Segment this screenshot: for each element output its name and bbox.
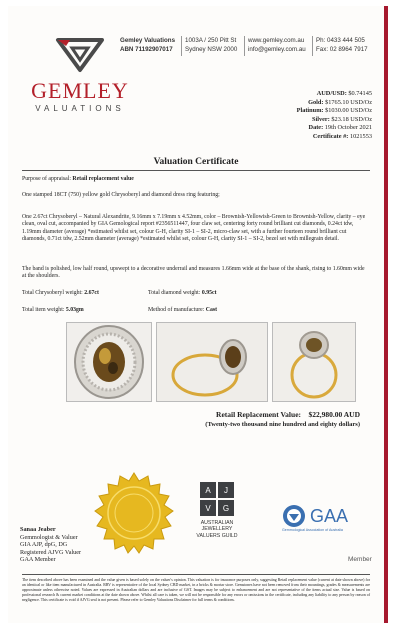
header-divider [312,36,313,56]
band-description: The band is polished, low half round, upswept to a decorative underrail and measures 1.66mm wide at the base of the shank, rising to 1.60mm wide at the shoulders. [22,266,365,280]
gaa-emblem-icon [282,504,306,528]
divider [22,170,370,171]
gem-icon [52,34,108,74]
ring-photos [22,322,374,400]
rate-row: Silver: $23.18 USD/Oz [311,115,372,123]
valuer-signature-block [20,526,81,564]
brand-name: GEMLEY [31,78,129,103]
rate-row: AUD/USD: $0.74145 [316,90,372,97]
address-line-1: 1003A / 250 Pitt St [185,37,237,44]
rate-row: Gold: $1765.10 USD/Oz [308,98,372,106]
phone-number: Ph: 0433 444 505 [316,37,365,44]
certificate-page [8,6,388,623]
header-company [120,36,175,54]
header-web [248,36,306,54]
brand-tagline: VALUATIONS [35,104,125,113]
header-address [185,36,237,54]
rate-row: Certificate #: 1021553 [312,132,372,140]
rate-row: Date: 19th October 2021 [308,124,372,132]
header-divider [244,36,245,56]
valuer-quals: GIA AJP, dpG, DG [20,541,68,549]
item-intro: One stamped 18CT (750) yellow gold Chrysoberyl and diamond dress ring featuring; [22,192,220,198]
ring-photo-back [272,322,356,402]
gaa-subtitle: Gemmological Association of Australia [282,528,343,532]
rrv-in-words: (Twenty-two thousand nine hundred and eighty dollars) [205,421,360,428]
ajvg-monogram: A J V G [200,482,234,516]
valuer-ajvg: Registered AJVG Valuer [20,548,82,556]
manufacture-method: Method of manufacture: Cast [148,307,218,313]
gaa-member-label: Member [348,556,372,563]
valuer-name: Sanaa Jeaber [20,526,56,533]
divider [22,574,370,575]
header-phone [316,36,368,54]
item-description: One 2.67ct Chrysoberyl – Natural Alexandrite, 9.16mm x 7.19mm x 4.52mm, color – Brownish-Yellowish-Green to Brownish-Yellow, clarity – eye clean, oval cut, accompanied by GIA Gemological report #2356511447, four claw set, centering forty round brilliant cut diamonds, 0.24ct tdw, 1.19mm diameter (average) *estimated whilst set, colour G-H, clarity SI-1 – SI-2, micro-claw set, with a further fourteen round brilliant cut diamonds, 0.71ct tdw, 2.52mm diameter (average) *estimated whilst set, colour G-H, clarity SI-1 – SI-2, bezel set with millegrain detail. [22,214,366,243]
metal-rates [297,90,372,142]
ajvg-name: AUSTRALIAN JEWELLERY VALUERS GUILD [196,520,238,539]
rrv-amount: $22,980.00 AUD [308,410,360,419]
item-weight: Total item weight: 5.03gm [22,307,84,313]
diamond-weight: Total diamond weight: 0.95ct [148,290,217,296]
company-abn: ABN 71192907017 [120,46,173,53]
ring-photo-side [156,322,268,402]
gaa-logo [282,504,378,532]
header-divider [181,36,182,56]
ring-photo-top [66,322,152,402]
address-line-2: Sydney NSW 2000 [185,46,238,53]
chrysoberyl-weight: Total Chrysoberyl weight: 2.67ct [22,290,99,296]
valuer-gaa: GAA Member [20,556,56,564]
ajvg-gold-seal [93,472,175,554]
disclaimer: The item described above has been examined and the value given is based solely on the valuer's opinion. This valuation is for insurance purposes only, suggesting Retail replacement value (current at date shown above) for an identical or like item manufactured in Australia. RRV is representative of the local Sydney CBD market, in a bricks & mortar store. Gemstones have not been removed from their mountings, grades & measurements are approximate unless otherwise noted. Values are expressed in Australian dollars and are inclusive of GST. Images may be subject to enhancement and are not representative of the items actual size. Value is based on professional research & current market conditions at the date shown above. Whilst all care is taken, we will not be responsible for any errors or omissions in the certificate, including any liability to any person by reason of negligence. This certificate is void if AJVG seal is not present. Please refer to Gemley Valuations Disclaimer for full terms & conditions. [22,578,370,602]
company-name: Gemley Valuations [120,37,176,44]
valuer-role: Gemmologist & Valuer [20,533,78,541]
gaa-text: GAA [310,505,349,526]
fax-number: Fax: 02 8964 7917 [316,46,368,53]
certificate-title: Valuation Certificate [153,157,239,167]
gemley-logo [30,34,130,113]
email-link[interactable]: info@gemley.com.au [248,46,306,53]
ajvg-logo [185,482,249,539]
retail-replacement-value: Retail Replacement Value: $22,980.00 AUD [216,410,360,419]
purpose: Purpose of appraisal: Retail replacement value [22,176,134,182]
website-link[interactable]: www.gemley.com.au [248,37,305,44]
rate-row: Platinum: $1030.00 USD/Oz [296,107,372,115]
